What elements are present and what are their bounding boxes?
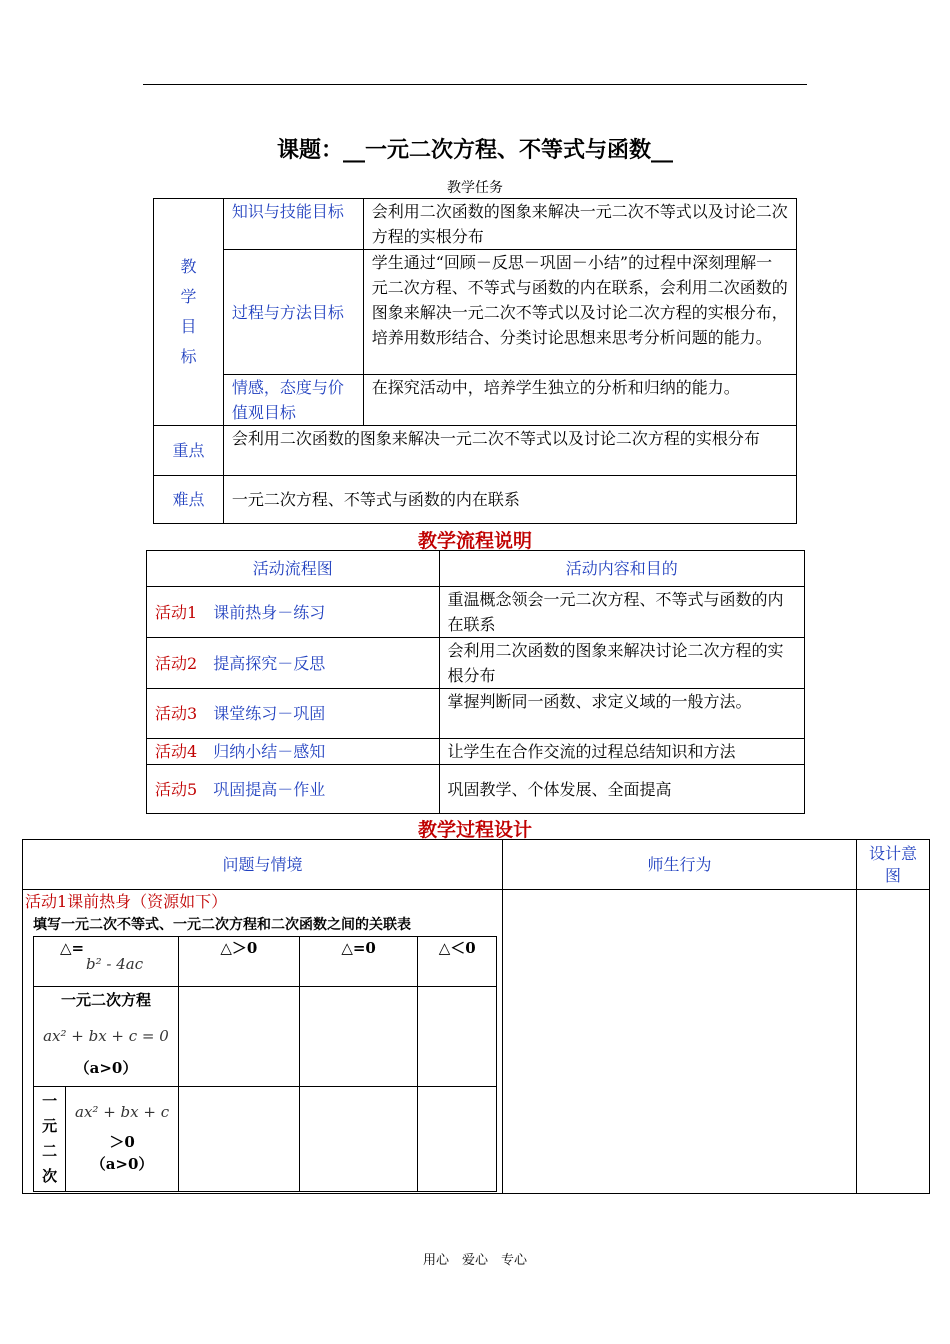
- relation-table: [33, 936, 497, 1192]
- difficulty-content: 一元二次方程、不等式与函数的内在联系: [223, 476, 796, 524]
- case-zero: △=0: [299, 937, 418, 987]
- inequality-side-label: 一 元 二 次: [34, 1087, 66, 1192]
- flow-activity-5: 活动5 巩固提高－作业: [147, 765, 440, 814]
- goal-content-attitude: 在探究活动中，培养学生独立的分析和归纳的能力。: [363, 375, 796, 426]
- goal-label: 教 学 目 标: [154, 199, 224, 426]
- goal-content-process: 学生通过“回顾－反思－巩固－小结”的过程中深刻理解一元二次方程、不等式与函数的内在联系，会利用二次函数的图象来解决一元二次不等式以及讨论二次方程的实根分布，培养用数形结合、分类讨论思想来思考分析问题的能力。: [363, 250, 796, 375]
- flow-header-content: 活动内容和目的: [439, 551, 804, 587]
- flow-content-4: 让学生在合作交流的过程总结知识和方法: [439, 739, 804, 765]
- process-problem-cell: [23, 890, 503, 1194]
- flow-table: [146, 550, 805, 814]
- key-label: 重点: [154, 426, 224, 476]
- relation-table-caption: 填写一元二次不等式、一元二次方程和二次函数之间的关联表: [33, 917, 411, 933]
- case-negative: △＜0: [418, 937, 497, 987]
- process-behavior-cell: [502, 890, 856, 1194]
- inequality-cell-negative[interactable]: [418, 1087, 497, 1192]
- flow-content-3: 掌握判断同一函数、求定义域的一般方法。: [439, 689, 804, 739]
- task-subtitle: 教学任务: [447, 180, 503, 196]
- goal-content-knowledge: 会利用二次函数的图象来解决一元二次不等式以及讨论二次方程的实根分布: [363, 199, 796, 250]
- page-footer: 用心 爱心 专心: [422, 1253, 527, 1268]
- flow-activity-3: 活动3 课堂练习－巩固: [147, 689, 440, 739]
- inequality-cell-positive[interactable]: [178, 1087, 299, 1192]
- process-heading: 教学过程设计: [417, 819, 532, 841]
- equation-cell-positive[interactable]: [178, 987, 299, 1087]
- task-table: [153, 198, 797, 524]
- flow-heading: 教学流程说明: [417, 530, 532, 552]
- top-rule: [143, 84, 807, 85]
- flow-header-chart: 活动流程图: [147, 551, 440, 587]
- goal-name-process: 过程与方法目标: [223, 250, 363, 375]
- process-intent-cell: [857, 890, 930, 1194]
- process-table: [22, 839, 930, 1194]
- inequality-cell-zero[interactable]: [299, 1087, 418, 1192]
- flow-content-1: 重温概念领会一元二次方程、不等式与函数的内在联系: [439, 587, 804, 638]
- flow-content-5: 巩固教学、个体发展、全面提高: [439, 765, 804, 814]
- flow-activity-2: 活动2 提高探究－反思: [147, 638, 440, 689]
- equation-cell-zero[interactable]: [299, 987, 418, 1087]
- delta-header: △= b² - 4ac: [34, 937, 179, 987]
- goal-name-knowledge: 知识与技能目标: [223, 199, 363, 250]
- equation-header: 一元二次方程 ax² + bx + c = 0 （a>0）: [34, 987, 179, 1087]
- flow-activity-1: 活动1 课前热身－练习: [147, 587, 440, 638]
- process-header-intent: 设计意图: [857, 840, 930, 890]
- case-positive: △＞0: [178, 937, 299, 987]
- difficulty-label: 难点: [154, 476, 224, 524]
- process-header-problem: 问题与情境: [23, 840, 503, 890]
- flow-activity-4: 活动4 归纳小结－感知: [147, 739, 440, 765]
- flow-content-2: 会利用二次函数的图象来解决讨论二次方程的实根分布: [439, 638, 804, 689]
- inequality-header: ax² + bx + c ＞0 （a>0）: [66, 1087, 179, 1192]
- page-title: 课题：__一元二次方程、不等式与函数__: [276, 138, 673, 163]
- process-header-behavior: 师生行为: [502, 840, 856, 890]
- activity1-title: 活动1课前热身（资源如下）: [25, 892, 228, 911]
- goal-name-attitude: 情感，态度与价值观目标: [223, 375, 363, 426]
- key-content: 会利用二次函数的图象来解决一元二次不等式以及讨论二次方程的实根分布: [223, 426, 796, 476]
- equation-cell-negative[interactable]: [418, 987, 497, 1087]
